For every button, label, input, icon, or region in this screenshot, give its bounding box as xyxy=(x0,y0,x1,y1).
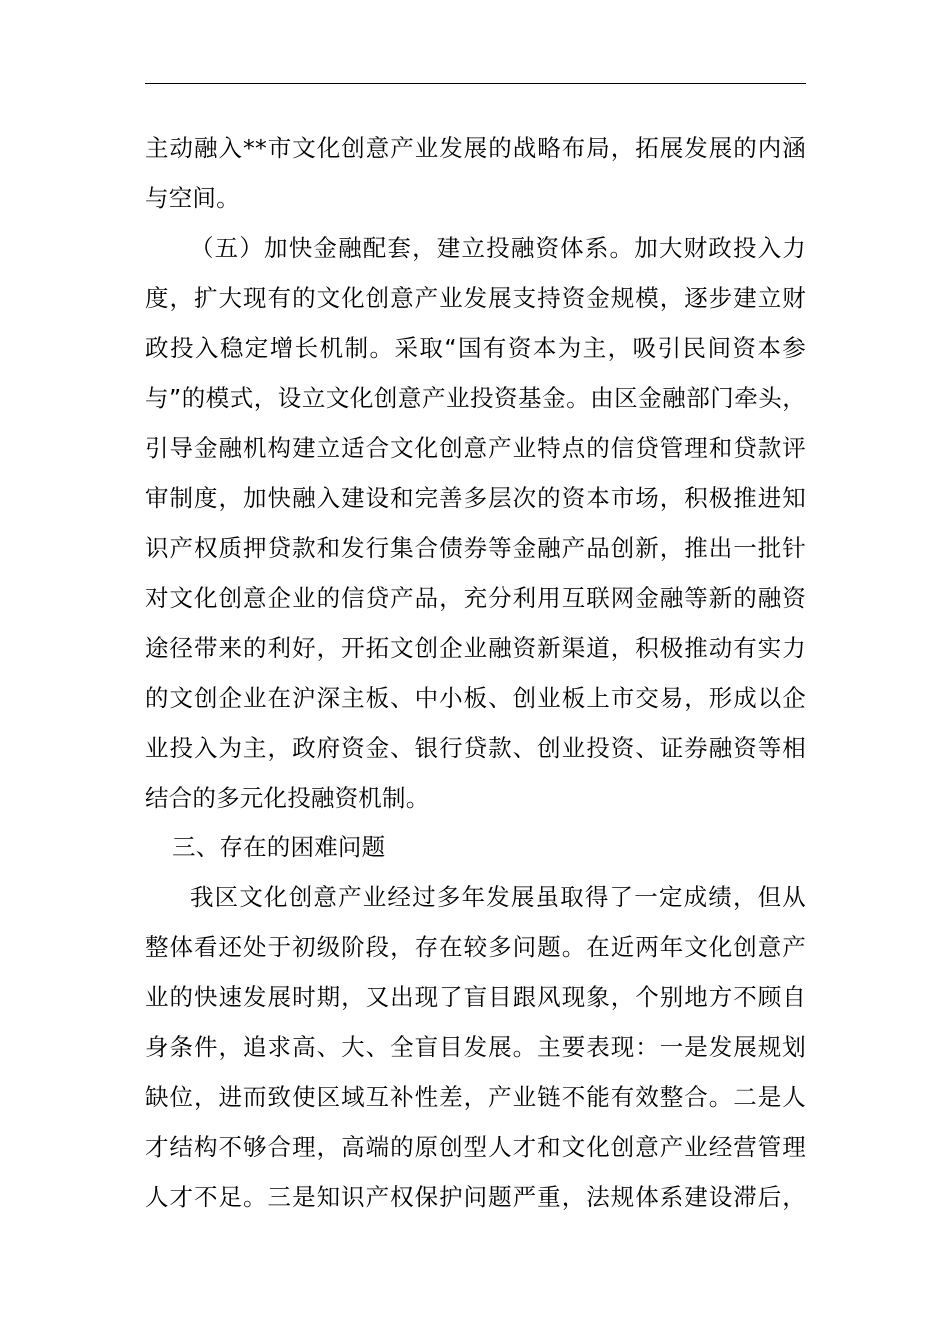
text-line: 整体看还处于初级阶段，存在较多问题。在近两年文化创意产 xyxy=(145,933,806,961)
text-line: 缺位，进而致使区域互补性差，产业链不能有效整合。二是人 xyxy=(145,1083,806,1111)
text-line: 结合的多元化投融资机制。 xyxy=(145,784,430,812)
text-line: 业投入为主，政府资金、银行贷款、创业投资、证券融资等相 xyxy=(145,734,806,762)
text-line: 识产权质押贷款和发行集合债券等金融产品创新，推出一批针 xyxy=(145,534,806,562)
text-line: 主动融入**市文化创意产业发展的战略布局，拓展发展的内涵 xyxy=(145,134,806,162)
text-line: 与”的模式，设立文化创意产业投资基金。由区金融部门牵头， xyxy=(145,384,806,412)
text-line: 对文化创意企业的信贷产品，充分利用互联网金融等新的融资 xyxy=(145,584,806,612)
text-line: 政投入稳定增长机制。采取“国有资本为主，吸引民间资本参 xyxy=(145,334,806,362)
text-line: 度，扩大现有的文化创意产业发展支持资金规模，逐步建立财 xyxy=(145,284,806,312)
text-line: 途径带来的利好，开拓文创企业融资新渠道，积极推动有实力 xyxy=(145,634,806,662)
header-rule xyxy=(145,83,806,84)
text-line: 业的快速发展时期，又出现了盲目跟风现象，个别地方不顾自 xyxy=(145,983,806,1011)
text-line: 的文创企业在沪深主板、中小板、创业板上市交易，形成以企 xyxy=(145,684,806,712)
text-line: 我区文化创意产业经过多年发展虽取得了一定成绩，但从 xyxy=(190,883,806,911)
text-line: 与空间。 xyxy=(145,184,240,212)
text-line: 才结构不够合理，高端的原创型人才和文化创意产业经营管理 xyxy=(145,1133,806,1161)
section-heading: 三、存在的困难问题 xyxy=(172,833,386,861)
text-line: 人才不足。三是知识产权保护问题严重，法规体系建设滞后， xyxy=(145,1183,806,1211)
text-line: 审制度，加快融入建设和完善多层次的资本市场，积极推进知 xyxy=(145,484,806,512)
text-line: （五）加快金融配套，建立投融资体系。加大财政投入力 xyxy=(190,234,806,262)
text-line: 身条件，追求高、大、全盲目发展。主要表现：一是发展规划 xyxy=(145,1033,806,1061)
text-line: 引导金融机构建立适合文化创意产业特点的信贷管理和贷款评 xyxy=(145,434,806,462)
